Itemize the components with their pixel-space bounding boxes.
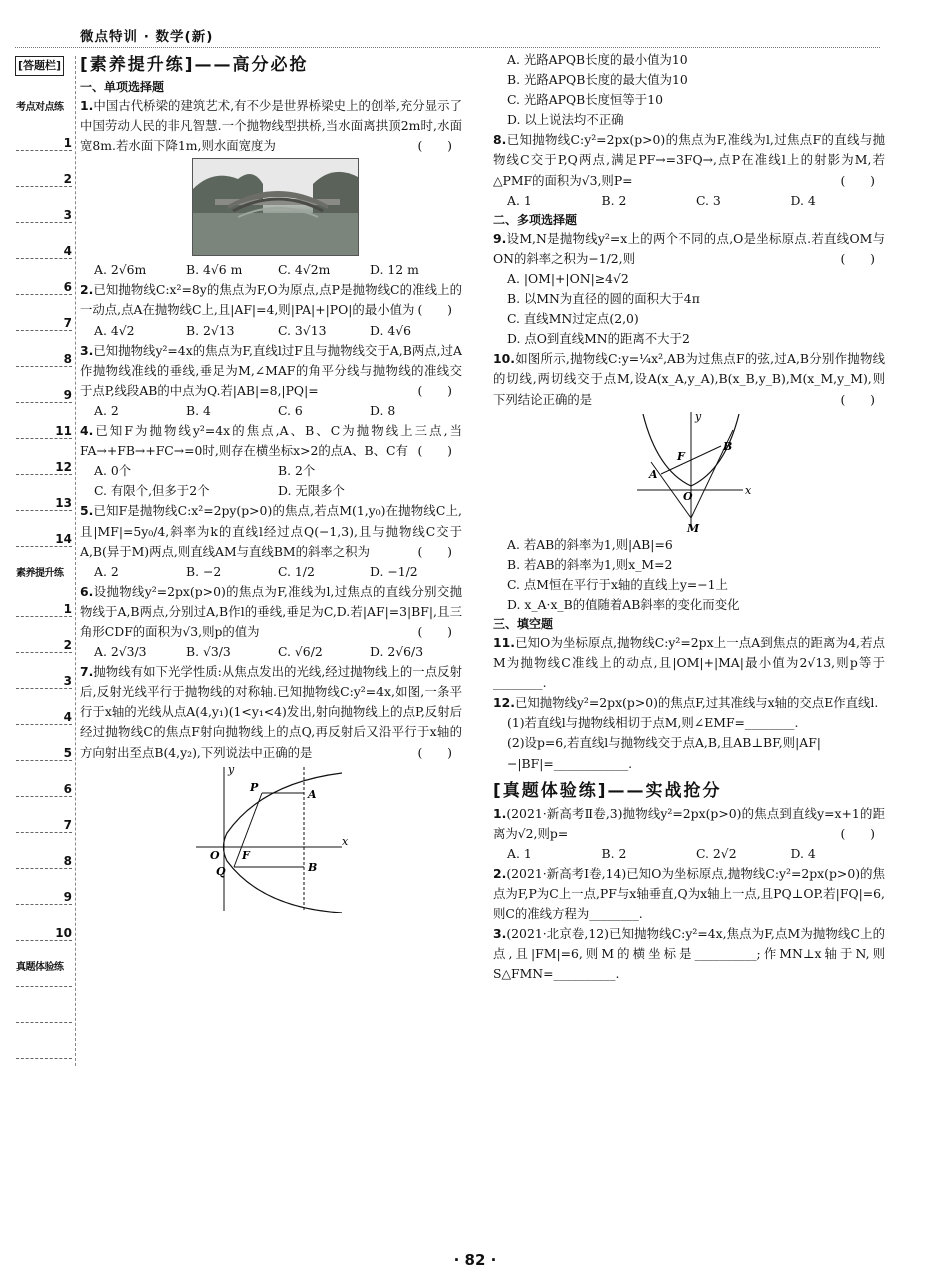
question-1: 1.中国古代桥梁的建筑艺术,有不少是世界桥梁史上的创举,充分显示了中国劳动人民的非凡智慧.一个抛物线型拱桥,当水面离拱顶2m时,水面宽8m.若水面下降1m,则水面宽度为 ( )	[80, 96, 462, 156]
options-row	[80, 401, 462, 421]
answer-blank[interactable]: 4	[16, 710, 72, 725]
section-heading: 一、单项选择题	[80, 80, 165, 94]
answer-blank[interactable]: 1	[16, 602, 72, 617]
answer-blank[interactable]	[16, 1058, 72, 1059]
answer-blank[interactable]: 11	[16, 424, 72, 439]
option[interactable]: C. 6	[278, 402, 303, 418]
question-4: 4.已知F为抛物线y²=4x的焦点,A、B、C为抛物线上三点,当FA→+FB→+FC→=0时,则存在横坐标x>2的点A、B、C有 ( )	[80, 421, 462, 461]
question-text: 已知F为抛物线y²=4x的焦点,A、B、C为抛物线上三点,当FA→+FB→+FC→=0时,则存在横坐标x>2的点A、B、C有	[80, 423, 462, 459]
options-row	[80, 562, 462, 582]
answer-paren[interactable]: ( )	[840, 250, 875, 266]
answer-paren[interactable]: ( )	[840, 172, 875, 188]
page-header-title: 微点特训 · 数学(新)	[80, 29, 214, 45]
option[interactable]: D. x_A·x_B的值随着AB斜率的变化而变化	[507, 596, 740, 612]
label-O: O	[210, 848, 220, 862]
answer-paren[interactable]: ( )	[840, 825, 875, 841]
question-text: 如图所示,抛物线C:y=¼x²,AB为过焦点F的弦,过A,B分别作抛物线的切线,两切线交于点M,设A(x_A,y_A),B(x_B,y_B),M(x_M,y_M),则下列结论正确的是	[493, 351, 885, 407]
left-column	[80, 52, 462, 913]
option[interactable]: C. 3	[696, 192, 721, 208]
option[interactable]: A. 1	[507, 845, 532, 861]
question-text: 已知抛物线y²=4x的焦点为F,直线l过F且与抛物线交于A,B两点,过A作抛物线准线的垂线,垂足为M,∠MAF的角平分线与抛物线的准线交于点P,线段AB的中点为Q.若|AB|=8,|PQ|=	[80, 342, 462, 398]
option[interactable]: B. 2	[601, 192, 627, 208]
label-y: y	[228, 762, 235, 776]
answer-blank[interactable]: 7	[16, 316, 72, 331]
question-text: 设M,N是抛物线y²=x上的两个不同的点,O是坐标原点.若直线OM与ON的斜率之积为−1/2,则	[493, 230, 885, 266]
question-2: 2.已知抛物线C:x²=8y的焦点为F,O为原点,点P是抛物线C的准线上的一动点,点A在抛物线C上,且|AF|=4,则|PA|+|PO|的最小值为 ( )	[80, 280, 462, 320]
options-row	[80, 260, 462, 280]
option[interactable]: B. 4√6 m	[186, 262, 243, 278]
figure-parabola-optics	[192, 763, 362, 913]
answer-sidebar	[12, 56, 74, 1066]
question-7: 7.抛物线有如下光学性质:从焦点发出的光线,经过抛物线上的一点反射后,反射光线平行于抛物线的对称轴.已知抛物线C:y²=4x,如图,一条平行于x轴的光线从点A(4,y₁)(1<y₁<4)发出,射向抛物线上的点P,反射后经过抛物线C的焦点F射向抛物线上的点Q,再反射后又沿平行于x轴的方向射出至点B(4,y₂),下列说法中正确的是 ( )	[80, 662, 462, 762]
question-10: 10.如图所示,抛物线C:y=¼x²,AB为过焦点F的弦,过A,B分别作抛物线的切线,两切线交于点M,设A(x_A,y_A),B(x_B,y_B),M(x_M,y_M),则下列结论正确的是 ( )	[493, 349, 885, 409]
option[interactable]: A. 光路APQB长度的最小值为10	[507, 52, 688, 67]
label-A: A	[308, 787, 317, 801]
option[interactable]: D. 12 m	[370, 262, 419, 278]
options-row	[80, 481, 462, 501]
question-text[interactable]: (2021·新高考Ⅰ卷,14)已知O为坐标原点,抛物线C:y²=2px(p>0)的焦点为F,P为C上一点,PF与x轴垂直,Q为x轴上一点,且PQ⊥OP.若|FQ|=6,则C的准线方程为________.	[493, 865, 885, 922]
option[interactable]: B. 以MN为直径的圆的面积大于4π	[507, 291, 700, 307]
question-text: 已知抛物线C:y²=2px(p>0)的焦点为F,准线为l,过焦点F的直线与抛物线C交于P,Q两点,满足PF→=3FQ→,点P在准线l上的射影为M,若△PMF的面积为√3,则P=	[493, 132, 885, 188]
answer-blank[interactable]: 14	[16, 532, 72, 547]
question-12: 12.已知抛物线y²=2px(p>0)的焦点F,过其准线与x轴的交点E作直线l.	[493, 695, 879, 711]
section-heading: 三、填空题	[493, 616, 554, 631]
answer-paren[interactable]: ( )	[417, 138, 452, 154]
question-text: 中国古代桥梁的建筑艺术,有不少是世界桥梁史上的创举,充分显示了中国劳动人民的非凡智慧.一个抛物线型拱桥,当水面离拱顶2m时,水面宽8m.若水面下降1m,则水面宽度为	[80, 98, 462, 154]
option[interactable]: C. 2√2	[696, 845, 737, 861]
option[interactable]: A. 2	[94, 563, 119, 579]
answer-blank[interactable]: 6	[16, 782, 72, 797]
label-O: O	[683, 489, 693, 503]
options-row	[493, 191, 885, 211]
option[interactable]: A. 4√2	[94, 322, 135, 338]
option[interactable]: C. √6/2	[278, 644, 323, 660]
answer-blank[interactable]: 8	[16, 854, 72, 869]
sidebar-tag: [答题栏]	[15, 56, 64, 76]
real-question-1: 1.(2021·新高考Ⅱ卷,3)抛物线y²=2px(p>0)的焦点到直线y=x+1的距离为√2,则p= ( )	[493, 804, 885, 844]
answer-paren[interactable]: ( )	[417, 302, 452, 318]
real-question-2: 2.(2021·新高考Ⅰ卷,14)已知O为坐标原点,抛物线C:y²=2px(p>0)的焦点为F,P为C上一点,PF与x轴垂直,Q为x轴上一点,且PQ⊥OP.若|FQ|=6,则C的准线方程为________.	[493, 865, 885, 922]
question-3: 3.已知抛物线y²=4x的焦点为F,直线l过F且与抛物线交于A,B两点,过A作抛物线准线的垂线,垂足为M,∠MAF的角平分线与抛物线的准线交于点P,线段AB的中点为Q.若|AB|=8,|PQ|= ( )	[80, 341, 462, 401]
sidebar-section-label: 考点对点练	[16, 102, 64, 113]
option[interactable]: B. 2个	[278, 463, 316, 479]
answer-blank[interactable]: 2	[16, 172, 72, 187]
question-text[interactable]: (2021·北京卷,12)已知抛物线C:y²=4x,焦点为F,点M为抛物线C上的点,且|FM|=6,则M的横坐标是__________;作MN⊥x轴于N,则S△FMN=__________.	[493, 926, 885, 982]
bridge-photo	[192, 158, 359, 256]
answer-blank[interactable]: 4	[16, 244, 72, 259]
figure-parabola-tangents	[633, 410, 763, 535]
question-text[interactable]: 已知O为坐标原点,抛物线C:y²=2px上一点A到焦点的距离为4,若点M为抛物线C准线上的动点,且|OM|+|MA|最小值为2√13,则p等于________.	[493, 634, 885, 691]
page-number: · 82 ·	[453, 1251, 497, 1269]
option[interactable]: B. 2√13	[186, 322, 235, 338]
label-B: B	[308, 860, 318, 874]
header-rule	[15, 47, 880, 48]
answer-paren[interactable]: ( )	[417, 382, 452, 398]
options-row	[80, 642, 462, 662]
section-title: [真题体验练]——实战抢分	[493, 780, 722, 801]
question-8: 8.已知抛物线C:y²=2px(p>0)的焦点为F,准线为l,过焦点F的直线与抛物线C交于P,Q两点,满足PF→=3FQ→,点P在准线l上的射影为M,若△PMF的面积为√3,则P= ( )	[493, 130, 885, 190]
label-F: F	[242, 848, 250, 862]
answer-paren[interactable]: ( )	[417, 744, 452, 760]
option[interactable]: A. |OM|+|ON|≥4√2	[507, 270, 629, 286]
answer-blank[interactable]: 12	[16, 460, 72, 475]
options-row	[80, 461, 462, 481]
section-heading: 二、多项选择题	[493, 212, 578, 227]
question-text: 已知抛物线y²=2px(p>0)的焦点F,过其准线与x轴的交点E作直线l.	[514, 695, 879, 711]
label-x: x	[342, 834, 349, 848]
label-B: B	[723, 439, 733, 453]
question-5: 5.已知F是抛物线C:x²=2py(p>0)的焦点,若点M(1,y₀)在抛物线C上,且|MF|=5y₀/4,斜率为k的直线l经过点Q(−1,3),且与抛物线C交于A,B(异于M)两点,则直线AM与直线BM的斜率之积为 ( )	[80, 501, 462, 561]
option[interactable]: A. 2√3/3	[94, 644, 147, 660]
parabola-curve	[224, 773, 343, 913]
answer-blank[interactable]: 1	[16, 136, 72, 151]
sidebar-section-label: 真题体验练	[16, 962, 64, 973]
sub-question[interactable]: (1)若直线l与抛物线相切于点M,则∠EMF=________.	[507, 715, 799, 731]
option[interactable]: D. 8	[370, 402, 396, 418]
answer-blank[interactable]: 2	[16, 638, 72, 653]
options-row	[493, 844, 885, 864]
option[interactable]: B. √3/3	[186, 644, 231, 660]
option[interactable]: D. 以上说法均不正确	[507, 112, 624, 128]
right-column	[493, 50, 885, 984]
option[interactable]: B. 2	[601, 845, 627, 861]
answer-paren[interactable]: ( )	[417, 543, 452, 559]
section-title: [素养提升练]——高分必抢	[80, 55, 309, 75]
option[interactable]: B. −2	[186, 563, 222, 579]
option[interactable]: D. 2√6/3	[370, 644, 424, 660]
options-row	[80, 321, 462, 341]
option[interactable]: A. 2	[94, 402, 119, 418]
option[interactable]: B. 4	[186, 402, 211, 418]
label-M: M	[687, 521, 700, 535]
option[interactable]: C. 直线MN过定点(2,0)	[507, 311, 639, 327]
label-P: P	[250, 780, 259, 794]
option[interactable]: D. 4	[790, 192, 816, 208]
answer-blank[interactable]: 3	[16, 208, 72, 223]
question-text: (2021·新高考Ⅱ卷,3)抛物线y²=2px(p>0)的焦点到直线y=x+1的距离为√2,则p=	[493, 805, 885, 841]
question-text: 已知F是抛物线C:x²=2py(p>0)的焦点,若点M(1,y₀)在抛物线C上,且|MF|=5y₀/4,斜率为k的直线l经过点Q(−1,3),且与抛物线C交于A,B(异于M)两点,则直线AM与直线BM的斜率之积为	[80, 503, 462, 559]
option[interactable]: C. 1/2	[278, 563, 315, 579]
label-F: F	[677, 449, 685, 463]
option[interactable]: C. 光路APQB长度恒等于10	[507, 92, 663, 108]
option[interactable]: D. −1/2	[370, 563, 418, 579]
question-9: 9.设M,N是抛物线y²=x上的两个不同的点,O是坐标原点.若直线OM与ON的斜率之积为−1/2,则 ( )	[493, 229, 885, 269]
option[interactable]: A. 若AB的斜率为1,则|AB|=6	[507, 536, 673, 552]
answer-paren[interactable]: ( )	[417, 623, 452, 639]
option[interactable]: A. 1	[507, 192, 532, 208]
answer-paren[interactable]: ( )	[417, 443, 452, 459]
option[interactable]: D. 4	[790, 845, 816, 861]
option[interactable]: D. 无限多个	[278, 483, 345, 499]
option[interactable]: A. 2√6m	[94, 262, 147, 278]
option[interactable]: D. 4√6	[370, 322, 412, 338]
answer-blank[interactable]: 6	[16, 280, 72, 295]
label-A: A	[649, 467, 658, 481]
answer-blank[interactable]: 10	[16, 926, 72, 941]
question-11: 11.已知O为坐标原点,抛物线C:y²=2px上一点A到焦点的距离为4,若点M为抛物线C准线上的动点,且|OM|+|MA|最小值为2√13,则p等于________.	[493, 634, 885, 691]
answer-blank[interactable]: 9	[16, 890, 72, 905]
answer-blank[interactable]: 5	[16, 746, 72, 761]
real-question-3: 3.(2021·北京卷,12)已知抛物线C:y²=4x,焦点为F,点M为抛物线C上的点,且|FM|=6,则M的横坐标是__________;作MN⊥x轴于N,则S△FMN=__________.	[493, 926, 885, 982]
answer-blank[interactable]	[16, 986, 72, 987]
label-y: y	[695, 409, 702, 423]
answer-paren[interactable]: ( )	[840, 391, 875, 407]
answer-blank[interactable]: 8	[16, 352, 72, 367]
option[interactable]: B. 若AB的斜率为1,则x_M=2	[507, 556, 673, 572]
sub-question[interactable]: (2)设p=6,若直线l与抛物线交于点A,B,且AB⊥BF,则|AF|−|BF|=____________.	[507, 735, 821, 771]
answer-blank[interactable]: 7	[16, 818, 72, 833]
sidebar-divider	[75, 56, 76, 1066]
option[interactable]: C. 点M恒在平行于x轴的直线上y=−1上	[507, 576, 728, 592]
option[interactable]: B. 光路APQB长度的最大值为10	[507, 72, 688, 88]
label-x: x	[745, 483, 752, 497]
answer-blank[interactable]: 9	[16, 388, 72, 403]
answer-blank[interactable]: 13	[16, 496, 72, 511]
sidebar-section-label: 素养提升练	[16, 568, 64, 579]
question-text: 已知抛物线C:x²=8y的焦点为F,O为原点,点P是抛物线C的准线上的一动点,点A在抛物线C上,且|AF|=4,则|PA|+|PO|的最小值为	[80, 282, 462, 318]
option[interactable]: C. 有限个,但多于2个	[94, 483, 210, 499]
answer-blank[interactable]	[16, 1022, 72, 1023]
question-6: 6.设抛物线y²=2px(p>0)的焦点为F,准线为l,过焦点的直线分别交抛物线于A,B两点,分别过A,B作l的垂线,垂足为C,D.若|AF|=3|BF|,且三角形CDF的面积为√3,则p的值为 ( )	[80, 582, 462, 642]
question-text: 抛物线有如下光学性质:从焦点发出的光线,经过抛物线上的一点反射后,反射光线平行于抛物线的对称轴.已知抛物线C:y²=4x,如图,一条平行于x轴的光线从点A(4,y₁)(1<y₁<4)发出,射向抛物线上的点P,反射后经过抛物线C的焦点F射向抛物线上的点Q,再反射后又沿平行于x轴的方向射出至点B(4,y₂),下列说法中正确的是	[80, 664, 462, 760]
bridge-illustration	[193, 159, 358, 255]
option[interactable]: C. 3√13	[278, 322, 327, 338]
question-text: 设抛物线y²=2px(p>0)的焦点为F,准线为l,过焦点的直线分别交抛物线于A,B两点,分别过A,B作l的垂线,垂足为C,D.若|AF|=3|BF|,且三角形CDF的面积为√3,则p的值为	[80, 583, 462, 639]
option[interactable]: A. 0个	[94, 463, 132, 479]
label-Q: Q	[216, 864, 226, 878]
option[interactable]: D. 点O到直线MN的距离不大于2	[507, 331, 690, 347]
answer-blank[interactable]: 3	[16, 674, 72, 689]
option[interactable]: C. 4√2m	[278, 262, 331, 278]
